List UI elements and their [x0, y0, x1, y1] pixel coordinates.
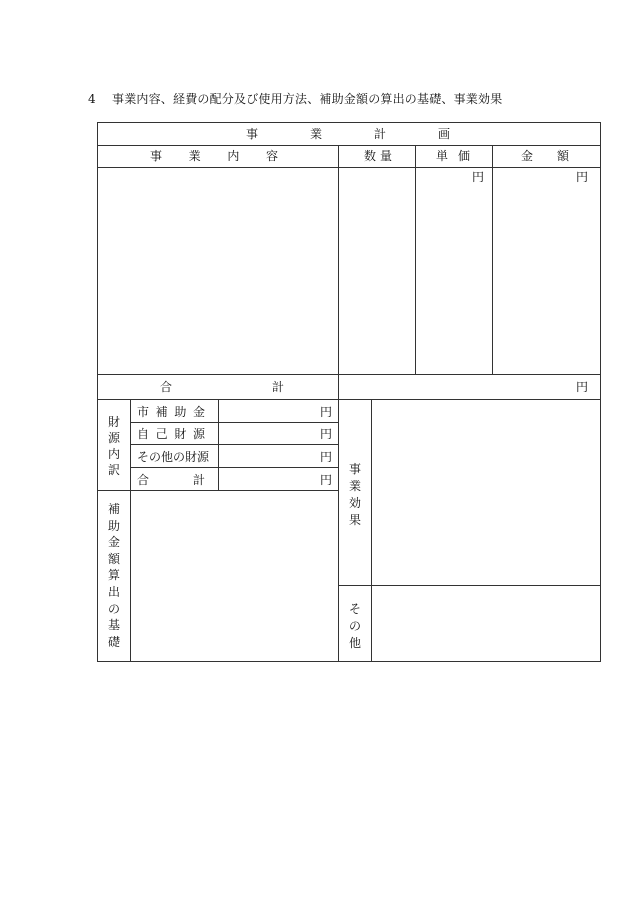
total-yen: 円 [575, 380, 588, 394]
funding-yen-1: 円 [319, 405, 332, 419]
funding-row-city-subsidy: 市 補 助 金 [137, 405, 205, 419]
rule-col-effect-label [371, 399, 372, 661]
calc-basis-label: 補 助 金 額 算 出 の 基 礎 [107, 502, 120, 649]
content-header: 事 業 内 容 [150, 149, 278, 163]
rule-col-labels [130, 399, 131, 661]
business-plan-table [97, 122, 601, 662]
calc-basis-input-area[interactable] [132, 492, 336, 659]
plan-header: 事 業 計 画 [246, 127, 450, 141]
rule-total-end [98, 399, 600, 400]
other-input-area[interactable] [373, 587, 598, 659]
quantity-header: 数 量 [364, 149, 392, 163]
effect-label: 事 業 効 果 [348, 462, 361, 527]
rule-funding-end [98, 490, 339, 491]
rule-items-end [98, 374, 600, 375]
funding-yen-4: 円 [319, 473, 332, 487]
total-label: 合 計 [160, 380, 284, 394]
rule-col-unit-price [492, 145, 493, 374]
effect-input-area[interactable] [373, 401, 598, 583]
rule-effect-end [339, 585, 600, 586]
section-title: 事業内容、経費の配分及び使用方法、補助金額の算出の基礎、事業効果 [112, 92, 503, 106]
amount-header: 金 額 [521, 149, 569, 163]
rule-col-quantity [415, 145, 416, 374]
rule-column-header [98, 167, 600, 168]
section-heading [88, 90, 502, 107]
rule-col-left-lower [338, 374, 339, 661]
total-input-area[interactable] [340, 376, 540, 397]
rule-funding-3 [131, 467, 339, 468]
unit-price-yen: 円 [471, 170, 484, 184]
funding-row-total: 合 計 [137, 473, 205, 487]
quantity-input-area[interactable] [340, 169, 413, 372]
amount-input-area[interactable] [494, 185, 598, 372]
funding-row-other-funds: その他の財源 [137, 450, 210, 464]
amount-yen: 円 [575, 170, 588, 184]
other-label: そ の 他 [348, 602, 361, 650]
rule-funding-1 [131, 422, 339, 423]
section-number: 4 [88, 92, 96, 106]
unit-price-header: 単 価 [436, 149, 470, 163]
unit-price-input-area[interactable] [417, 185, 490, 372]
content-input-area[interactable] [100, 169, 336, 372]
funding-row-own-funds: 自 己 財 源 [137, 427, 205, 441]
rule-col-funding-values [218, 399, 219, 490]
rule-col-content [338, 145, 339, 374]
funding-label: 財 源 内 訳 [107, 415, 120, 477]
rule-funding-2 [131, 444, 339, 445]
rule-plan-header [98, 145, 600, 146]
funding-yen-3: 円 [319, 450, 332, 464]
funding-yen-2: 円 [319, 427, 332, 441]
